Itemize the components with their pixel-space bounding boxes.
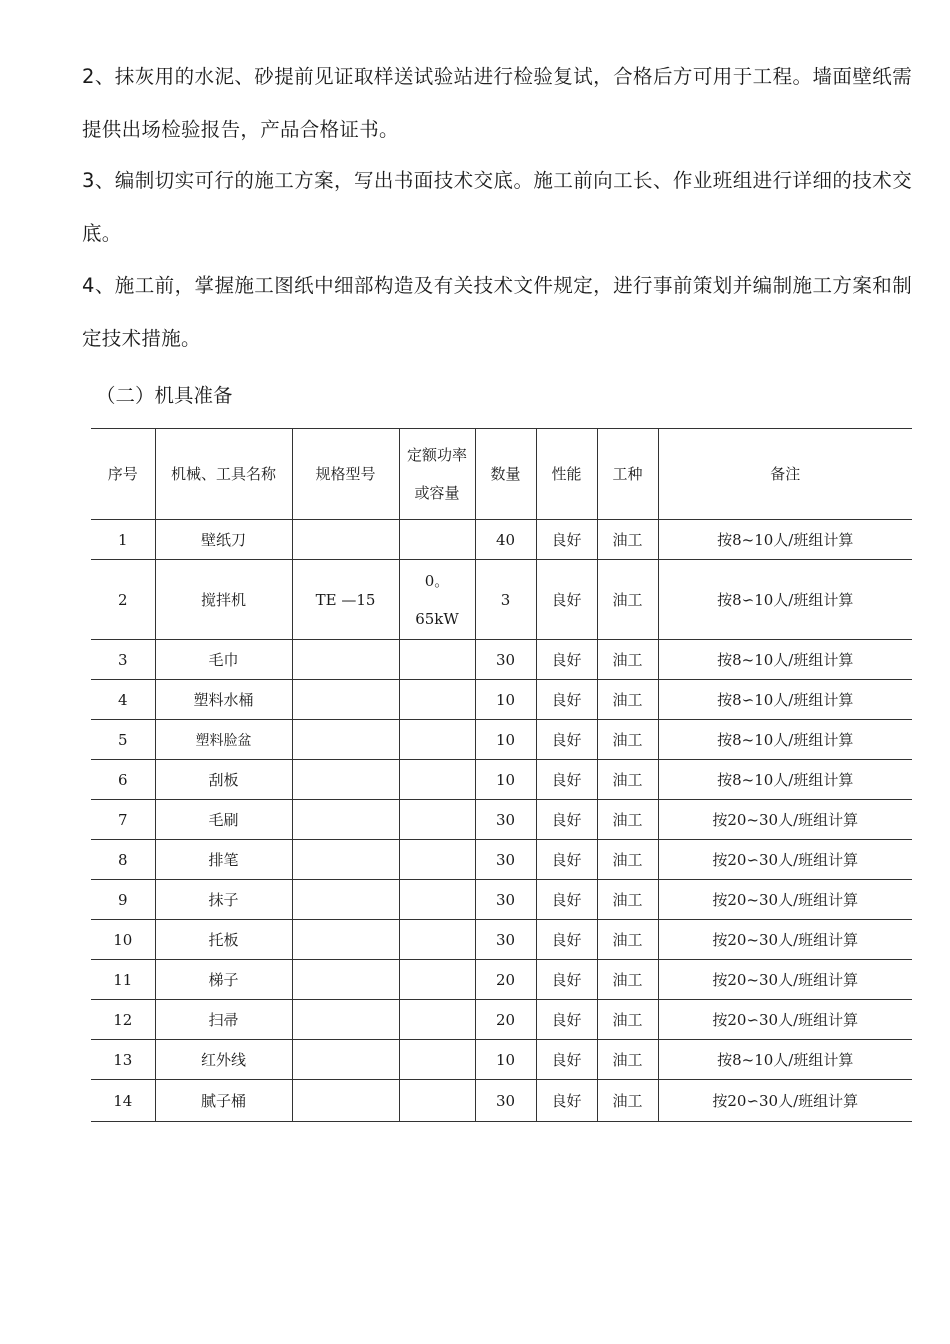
cell-no: 10 <box>91 920 155 960</box>
cell-spec <box>292 920 399 960</box>
cell-trade: 油工 <box>597 920 658 960</box>
cell-name: 塑料脸盆 <box>155 720 292 760</box>
header-qty: 数量 <box>475 429 536 520</box>
cell-spec <box>292 960 399 1000</box>
cell-perf: 良好 <box>536 760 597 800</box>
cell-name: 抹子 <box>155 880 292 920</box>
table-row <box>91 1000 912 1040</box>
table-row <box>91 720 912 760</box>
cell-trade: 油工 <box>597 1040 658 1080</box>
cell-no: 12 <box>91 1000 155 1040</box>
cell-name: 托板 <box>155 920 292 960</box>
cell-trade: 油工 <box>597 680 658 720</box>
table-header-row <box>91 429 912 520</box>
cell-qty: 30 <box>475 640 536 680</box>
cell-spec <box>292 520 399 560</box>
cell-note: 按8~10人/班组计算 <box>658 1040 912 1080</box>
cell-no: 8 <box>91 840 155 880</box>
table-row <box>91 640 912 680</box>
cell-spec <box>292 720 399 760</box>
cell-name: 扫帚 <box>155 1000 292 1040</box>
cell-qty: 30 <box>475 800 536 840</box>
cell-name: 梯子 <box>155 960 292 1000</box>
cell-trade: 油工 <box>597 640 658 680</box>
header-power <box>399 429 475 520</box>
cell-note: 按20∽30人/班组计算 <box>658 1000 912 1040</box>
cell-trade: 油工 <box>597 1080 658 1122</box>
cell-spec <box>292 1000 399 1040</box>
cell-no: 3 <box>91 640 155 680</box>
cell-note: 按8~10人/班组计算 <box>658 720 912 760</box>
cell-name: 排笔 <box>155 840 292 880</box>
cell-no: 11 <box>91 960 155 1000</box>
cell-note: 按20~30人/班组计算 <box>658 880 912 920</box>
cell-qty: 10 <box>475 760 536 800</box>
cell-power <box>399 920 475 960</box>
paragraph-item-2: 2、抹灰用的水泥、砂提前见证取样送试验站进行检验复试，合格后方可用于工程。墙面壁纸需提供出场检验报告，产品合格证书。 <box>82 65 912 141</box>
cell-perf: 良好 <box>536 520 597 560</box>
cell-note: 按20~30人/班组计算 <box>658 920 912 960</box>
cell-power <box>399 1080 475 1122</box>
cell-name: 塑料水桶 <box>155 680 292 720</box>
cell-trade: 油工 <box>597 560 658 640</box>
cell-power <box>399 560 475 640</box>
cell-perf: 良好 <box>536 1080 597 1122</box>
cell-no: 7 <box>91 800 155 840</box>
cell-note: 按20∽30人/班组计算 <box>658 840 912 880</box>
cell-note: 按8∽10人/班组计算 <box>658 680 912 720</box>
cell-trade: 油工 <box>597 1000 658 1040</box>
cell-spec <box>292 680 399 720</box>
section-title-equipment: （二）机具准备 <box>96 384 233 407</box>
cell-trade: 油工 <box>597 720 658 760</box>
table-row <box>91 760 912 800</box>
cell-power <box>399 760 475 800</box>
table-row <box>91 800 912 840</box>
cell-perf: 良好 <box>536 880 597 920</box>
cell-power <box>399 720 475 760</box>
cell-perf: 良好 <box>536 720 597 760</box>
cell-spec <box>292 840 399 880</box>
table-row <box>91 560 912 640</box>
cell-qty: 30 <box>475 920 536 960</box>
cell-trade: 油工 <box>597 520 658 560</box>
cell-spec <box>292 800 399 840</box>
header-note: 备注 <box>658 429 912 520</box>
cell-qty: 30 <box>475 1080 536 1122</box>
cell-perf: 良好 <box>536 1040 597 1080</box>
paragraph-item-4: 4、施工前，掌握施工图纸中细部构造及有关技术文件规定，进行事前策划并编制施工方案和制定技术措施。 <box>82 274 912 350</box>
cell-trade: 油工 <box>597 760 658 800</box>
cell-perf: 良好 <box>536 680 597 720</box>
paragraph-item-3: 3、编制切实可行的施工方案，写出书面技术交底。施工前向工长、作业班组进行详细的技术交底。 <box>82 169 912 245</box>
cell-perf: 良好 <box>536 840 597 880</box>
cell-no: 14 <box>91 1080 155 1122</box>
cell-spec <box>292 1080 399 1122</box>
cell-spec <box>292 760 399 800</box>
cell-trade: 油工 <box>597 960 658 1000</box>
cell-name: 搅拌机 <box>155 560 292 640</box>
cell-power <box>399 840 475 880</box>
cell-perf: 良好 <box>536 1000 597 1040</box>
header-trade: 工种 <box>597 429 658 520</box>
cell-note: 按8~10人/班组计算 <box>658 760 912 800</box>
table-row <box>91 960 912 1000</box>
cell-note: 按20~30人/班组计算 <box>658 960 912 1000</box>
cell-power <box>399 880 475 920</box>
table-row <box>91 520 912 560</box>
header-perf: 性能 <box>536 429 597 520</box>
cell-name: 壁纸刀 <box>155 520 292 560</box>
cell-perf: 良好 <box>536 640 597 680</box>
cell-perf: 良好 <box>536 960 597 1000</box>
cell-spec <box>292 640 399 680</box>
cell-qty: 3 <box>475 560 536 640</box>
cell-qty: 30 <box>475 880 536 920</box>
cell-spec: TE —15 <box>292 560 399 640</box>
cell-qty: 10 <box>475 680 536 720</box>
cell-no: 5 <box>91 720 155 760</box>
table-row <box>91 920 912 960</box>
cell-qty: 40 <box>475 520 536 560</box>
cell-trade: 油工 <box>597 840 658 880</box>
cell-spec <box>292 880 399 920</box>
cell-no: 4 <box>91 680 155 720</box>
cell-power-line2: 65kW <box>415 609 459 628</box>
cell-qty: 20 <box>475 960 536 1000</box>
cell-note: 按20~30人/班组计算 <box>658 800 912 840</box>
header-power-line1: 定额功率 <box>406 446 467 464</box>
cell-no: 13 <box>91 1040 155 1080</box>
cell-trade: 油工 <box>597 800 658 840</box>
cell-power <box>399 520 475 560</box>
cell-qty: 30 <box>475 840 536 880</box>
header-power-line2: 或容量 <box>414 484 460 502</box>
cell-spec <box>292 1040 399 1080</box>
cell-trade: 油工 <box>597 880 658 920</box>
cell-note: 按8∽10人/班组计算 <box>658 560 912 640</box>
cell-note: 按8~10人/班组计算 <box>658 520 912 560</box>
cell-name: 红外线 <box>155 1040 292 1080</box>
cell-no: 2 <box>91 560 155 640</box>
cell-power <box>399 640 475 680</box>
cell-name: 毛巾 <box>155 640 292 680</box>
cell-note: 按8~10人/班组计算 <box>658 640 912 680</box>
cell-power <box>399 800 475 840</box>
table-row <box>91 840 912 880</box>
table-row <box>91 1080 912 1122</box>
cell-qty: 10 <box>475 720 536 760</box>
header-no: 序号 <box>91 429 155 520</box>
header-name: 机械、工具名称 <box>155 429 292 520</box>
cell-qty: 10 <box>475 1040 536 1080</box>
cell-perf: 良好 <box>536 800 597 840</box>
table-row <box>91 680 912 720</box>
cell-no: 6 <box>91 760 155 800</box>
cell-note: 按20∽30人/班组计算 <box>658 1080 912 1122</box>
cell-perf: 良好 <box>536 920 597 960</box>
table-row <box>91 880 912 920</box>
cell-name: 毛刷 <box>155 800 292 840</box>
equipment-table <box>91 428 912 1122</box>
cell-power <box>399 1040 475 1080</box>
cell-name: 刮板 <box>155 760 292 800</box>
cell-perf: 良好 <box>536 560 597 640</box>
cell-power <box>399 1000 475 1040</box>
cell-no: 9 <box>91 880 155 920</box>
cell-name: 腻子桶 <box>155 1080 292 1122</box>
cell-power <box>399 960 475 1000</box>
cell-power-line1: 0。 <box>424 571 450 590</box>
table-row <box>91 1040 912 1080</box>
cell-no: 1 <box>91 520 155 560</box>
cell-power <box>399 680 475 720</box>
header-spec: 规格型号 <box>292 429 399 520</box>
cell-qty: 20 <box>475 1000 536 1040</box>
